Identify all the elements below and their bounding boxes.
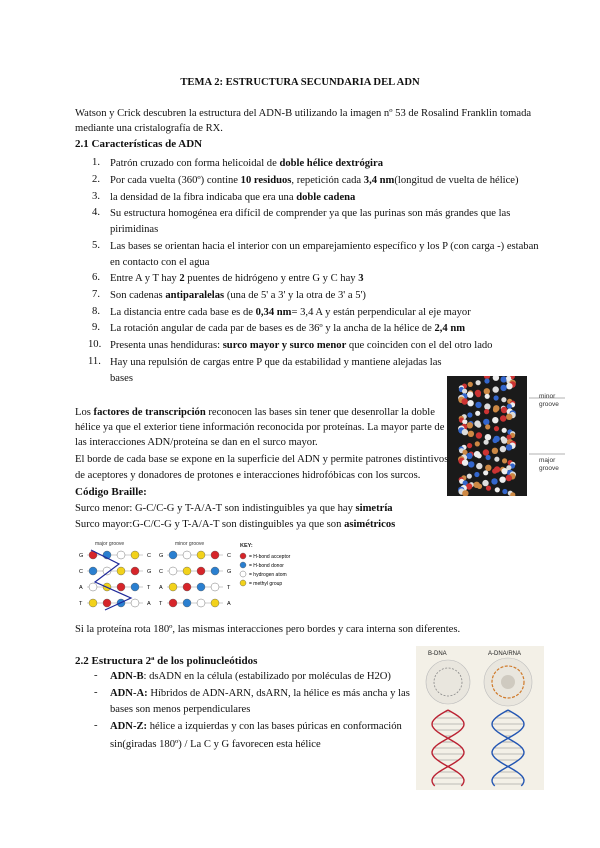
list-item: Entre A y T hay 2 puentes de hidrógeno y entre G y C hay 3 — [110, 273, 364, 284]
list-item: La distancia entre cada base es de 0,34 nm= 3,4 A y están perpendicular al eje mayor — [110, 307, 471, 318]
key-label: = hydrogen atom — [249, 572, 287, 578]
list-number: 10. — [88, 339, 102, 350]
adn-a-item-cont: bases son menos perpendiculares — [110, 704, 251, 715]
dna-helix-figure — [447, 376, 565, 496]
base-letter: A — [147, 601, 151, 607]
braille-heading: Código Braille: — [75, 486, 147, 498]
base-letter: T — [147, 585, 151, 591]
list-item: La rotación angular de cada par de bases es de 36º y la ancha de la hélice de 2,4 nm — [110, 323, 466, 334]
factors-line-5: de aceptores y donadores de protones e interacciones hidrofóbicas con los surcos. — [75, 470, 421, 481]
list-item: Presenta unas hendiduras: surco mayor y surco menor que coinciden con el del otro lado — [110, 340, 493, 351]
adn-z-item-cont: sin(giradas 180º) / La C y G favorecen esta hélice — [110, 739, 321, 750]
base-letter: T — [79, 601, 83, 607]
list-item: la densidad de la fibra indicaba que era una doble cadena — [110, 192, 356, 203]
base-letter: T — [159, 601, 163, 607]
intro-line-2: mediante una cristalografía de RX. — [75, 123, 223, 134]
braille-minor-line: Surco menor: G-C/C-G y T-A/A-T son indistinguibles ya que hay simetría — [75, 503, 393, 514]
dna-forms-image — [416, 646, 544, 790]
list-number: 5. — [92, 240, 100, 251]
factors-line-4: El borde de cada base se expone en la superficie del ADN y permite patrones distintivos — [75, 454, 449, 465]
adn-a-item: ADN-A: Híbridos de ADN-ARN, dsARN, la hélice es más ancha y las — [110, 688, 410, 699]
base-letter: C — [159, 569, 163, 575]
list-item: Por cada vuelta (360º) contine 10 residuos, repetición cada 3,4 nm(longitud de vuelta de hélice) — [110, 175, 519, 186]
base-letter: G — [147, 569, 152, 575]
key-label: = H-bond donor — [249, 563, 284, 569]
list-number: 1. — [92, 157, 100, 168]
list-number: 3. — [92, 191, 100, 202]
intro-line-1: Watson y Crick descubren la estructura del ADN-B utilizando la imagen nº 53 de Rosalind Franklin tomada — [75, 108, 532, 119]
adn-z-item: ADN-Z: hélice a izquierdas y con las bases púricas en conformación — [110, 721, 402, 732]
base-letter: A — [227, 601, 231, 607]
bullet-dash: - — [94, 670, 98, 681]
minor-groove-label-1: minor — [539, 393, 556, 400]
adn-b-item: ADN-B: dsADN en la célula (estabilizado por moléculas de H2O) — [110, 671, 391, 682]
b-dna-label: B-DNA — [428, 651, 447, 657]
list-item: Son cadenas antiparalelas (una de 5' a 3' y la otra de 3' a 5') — [110, 290, 366, 301]
base-letter: A — [159, 585, 163, 591]
list-number: 4. — [92, 207, 100, 218]
list-number: 6. — [92, 272, 100, 283]
list-item: Hay una repulsión de cargas entre P que da estabilidad y mantiene alejadas las — [110, 357, 442, 368]
base-letter: G — [79, 553, 84, 559]
list-item: Patrón cruzado con forma helicoidal de doble hélice dextrógira — [110, 158, 384, 169]
list-number: 11. — [88, 356, 101, 367]
bullet-dash: - — [94, 687, 98, 698]
key-title: KEY: — [240, 543, 253, 549]
base-letter: C — [147, 553, 151, 559]
list-item-cont: pirimidinas — [110, 224, 159, 235]
braille-major-line: Surco mayor:G-C/C-G y T-A/A-T son distinguibles ya que son asimétricos — [75, 519, 396, 530]
base-letter: G — [159, 553, 164, 559]
major-groove-label-1: major — [539, 457, 556, 464]
list-item-cont: bases — [110, 373, 133, 384]
base-letter: C — [79, 569, 83, 575]
factors-line-2: hélice ya que el exterior tiene información reconocida por proteínas. La mayor parte de — [75, 422, 445, 433]
list-item: Su estructura homogénea era difícil de comprender ya que las purinas son más grandes que las — [110, 208, 511, 219]
base-letter: G — [227, 569, 232, 575]
key-label: = H-bond acceptor — [249, 554, 291, 560]
dna-forms-figure — [416, 646, 544, 790]
section-2-2-heading: 2.2 Estructura 2ª de los polinucleótidos — [75, 655, 258, 667]
minor-groove-caption: minor groove — [175, 541, 205, 547]
list-number: 2. — [92, 174, 100, 185]
groove-pattern-figure — [75, 538, 315, 616]
list-number: 9. — [92, 322, 100, 333]
groove-pattern-image — [75, 538, 315, 616]
base-letter: A — [79, 585, 83, 591]
list-item: Las bases se orientan hacia el interior con un emparejamiento específico y los P (con carga -) estaban — [110, 241, 539, 252]
major-groove-label-2: groove — [539, 465, 559, 472]
section-2-1-heading: 2.1 Características de ADN — [75, 138, 203, 150]
page-title: TEMA 2: ESTRUCTURA SECUNDARIA DEL ADN — [180, 77, 420, 88]
list-number: 8. — [92, 306, 100, 317]
dna-helix-image — [447, 376, 565, 496]
bullet-dash: - — [94, 720, 98, 731]
factors-line-1: Los factores de transcripción reconocen las bases sin tener que desenrollar la doble — [75, 407, 435, 418]
key-label: = methyl group — [249, 581, 283, 587]
base-letter: C — [227, 553, 231, 559]
major-groove-caption: major groove — [95, 541, 125, 547]
base-letter: T — [227, 585, 231, 591]
minor-groove-label-2: groove — [539, 401, 559, 408]
a-dna-label: A-DNA/RNA — [488, 651, 522, 657]
factors-line-3: las interacciones ADN/proteína se dan en el surco mayor. — [75, 437, 318, 448]
rotation-note: Si la proteína rota 180º, las mismas interacciones pero bordes y cara interna son diferentes. — [75, 624, 461, 635]
list-item-cont: en contacto con el agua — [110, 257, 210, 268]
list-number: 7. — [92, 289, 100, 300]
